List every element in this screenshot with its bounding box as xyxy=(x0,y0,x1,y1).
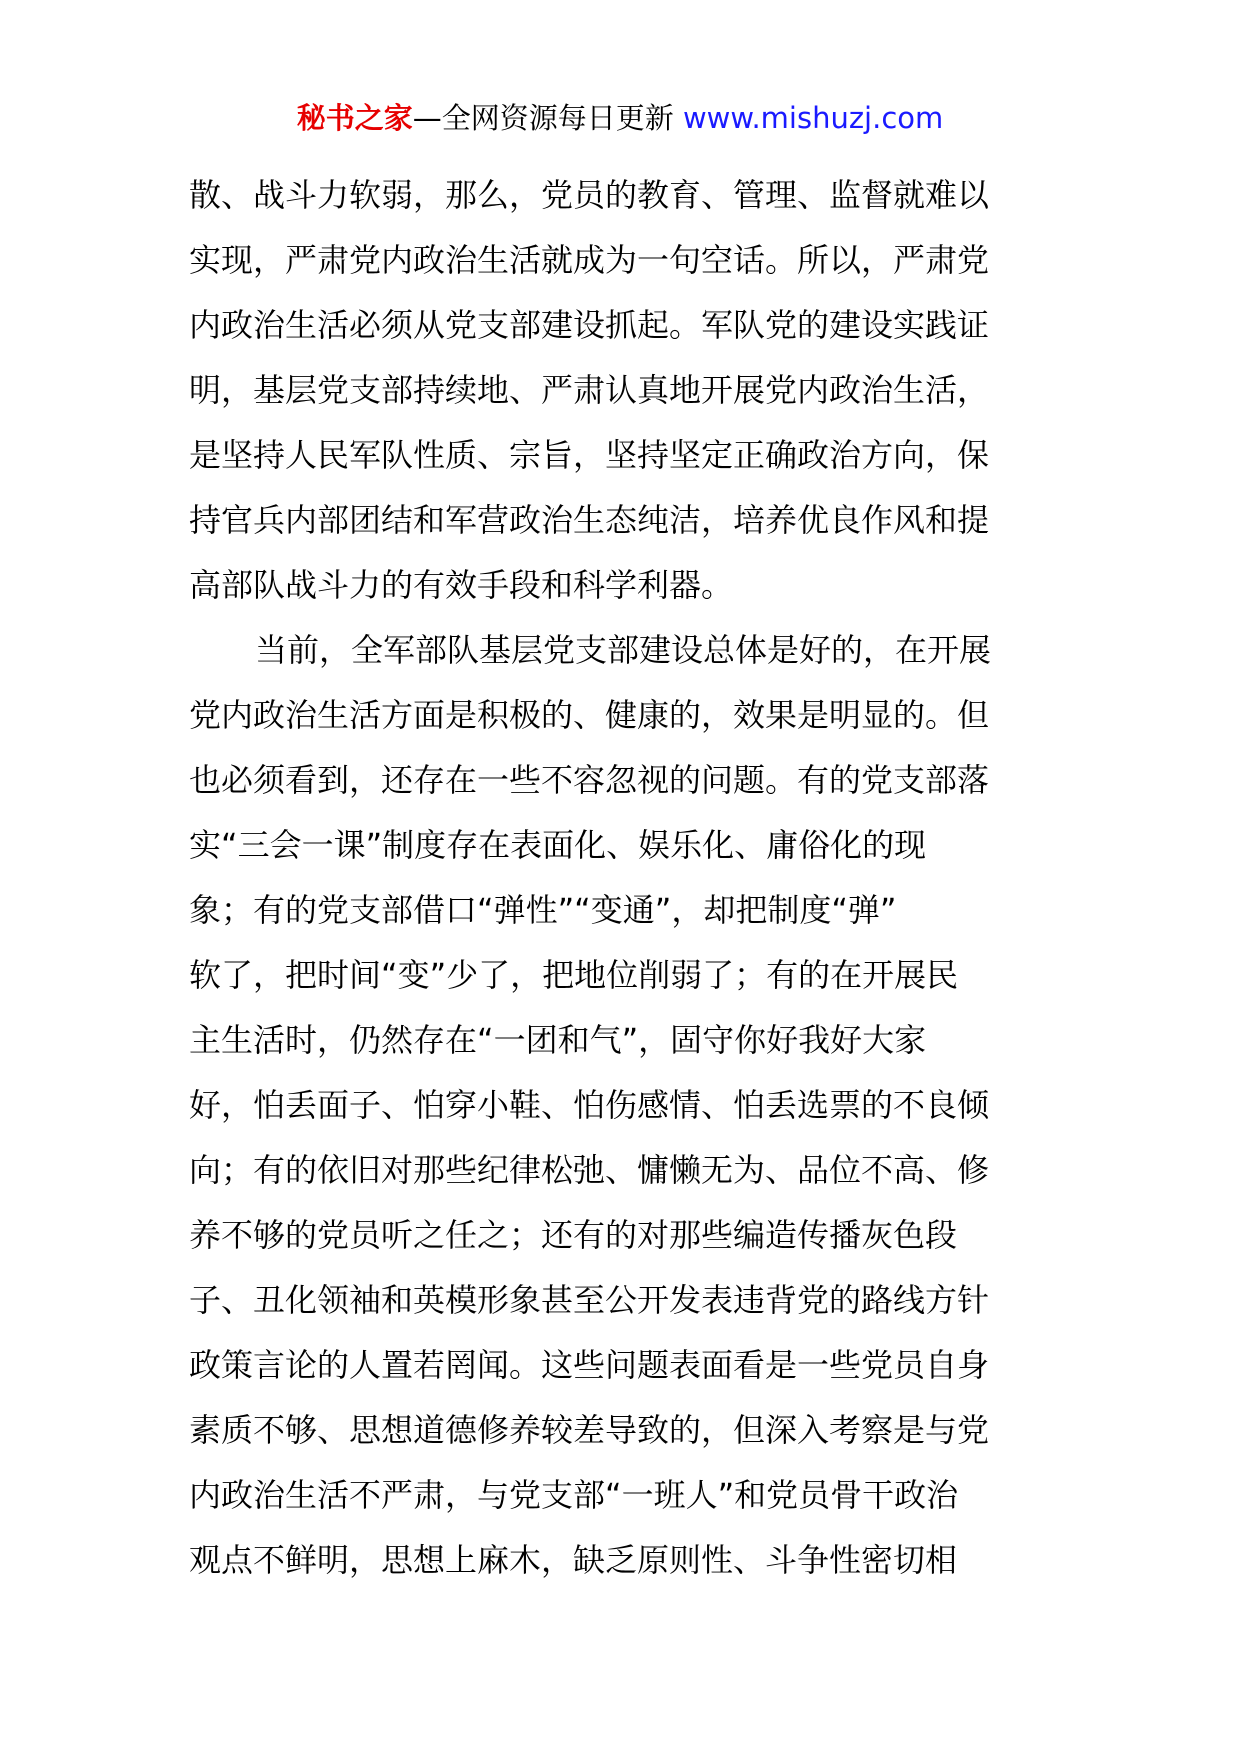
document-body xyxy=(189,163,1059,1593)
text-line: 也必须看到，还存在一些不容忽视的问题。有的党支部落 xyxy=(189,761,990,799)
text-line: 软了，把时间“变”少了，把地位削弱了；有的在开展民 xyxy=(189,956,959,994)
text-line: 党内政治生活方面是积极的、健康的，效果是明显的。但 xyxy=(189,696,990,734)
text-line: 好，怕丢面子、怕穿小鞋、怕伤感情、怕丢选票的不良倾 xyxy=(189,1086,990,1124)
text-line: 实现，严肃党内政治生活就成为一句空话。所以，严肃党 xyxy=(189,241,990,279)
text-line: 政策言论的人置若罔闻。这些问题表面看是一些党员自身 xyxy=(189,1346,990,1384)
text-line: 明，基层党支部持续地、严肃认真地开展党内政治生活， xyxy=(189,371,990,409)
text-line: 持官兵内部团结和军营政治生态纯洁，培养优良作风和提 xyxy=(189,501,990,539)
header-tagline: —全网资源每日更新 xyxy=(412,101,674,135)
text-line: 向；有的依旧对那些纪律松弛、慵懒无为、品位不高、修 xyxy=(189,1151,990,1189)
text-line: 主生活时，仍然存在“一团和气”，固守你好我好大家 xyxy=(189,1021,927,1059)
text-line: 象；有的党支部借口“弹性”“变通”，却把制度“弹” xyxy=(189,891,897,929)
text-line: 高部队战斗力的有效手段和科学利器。 xyxy=(189,566,734,604)
text-line: 内政治生活必须从党支部建设抓起。军队党的建设实践证 xyxy=(189,306,990,344)
paragraph-first-line: 当前，全军部队基层党支部建设总体是好的，在开展 xyxy=(255,631,992,669)
text-line: 养不够的党员听之任之；还有的对那些编造传播灰色段 xyxy=(189,1216,958,1254)
text-line: 素质不够、思想道德修养较差导致的，但深入考察是与党 xyxy=(189,1411,990,1449)
text-line: 散、战斗力软弱，那么，党员的教育、管理、监督就难以 xyxy=(189,176,990,214)
site-header xyxy=(0,98,1240,138)
site-url-link[interactable]: www.mishuzj.com xyxy=(682,101,944,135)
text-line: 实“三会一课”制度存在表面化、娱乐化、庸俗化的现 xyxy=(189,826,927,864)
text-line: 是坚持人民军队性质、宗旨，坚持坚定正确政治方向，保 xyxy=(189,436,990,474)
brand-name: 秘书之家 xyxy=(296,101,413,135)
text-line: 子、丑化领袖和英模形象甚至公开发表违背党的路线方针 xyxy=(189,1281,990,1319)
text-line: 内政治生活不严肃，与党支部“一班人”和党员骨干政治 xyxy=(189,1476,959,1514)
text-line: 观点不鲜明，思想上麻木，缺乏原则性、斗争性密切相 xyxy=(189,1541,958,1579)
